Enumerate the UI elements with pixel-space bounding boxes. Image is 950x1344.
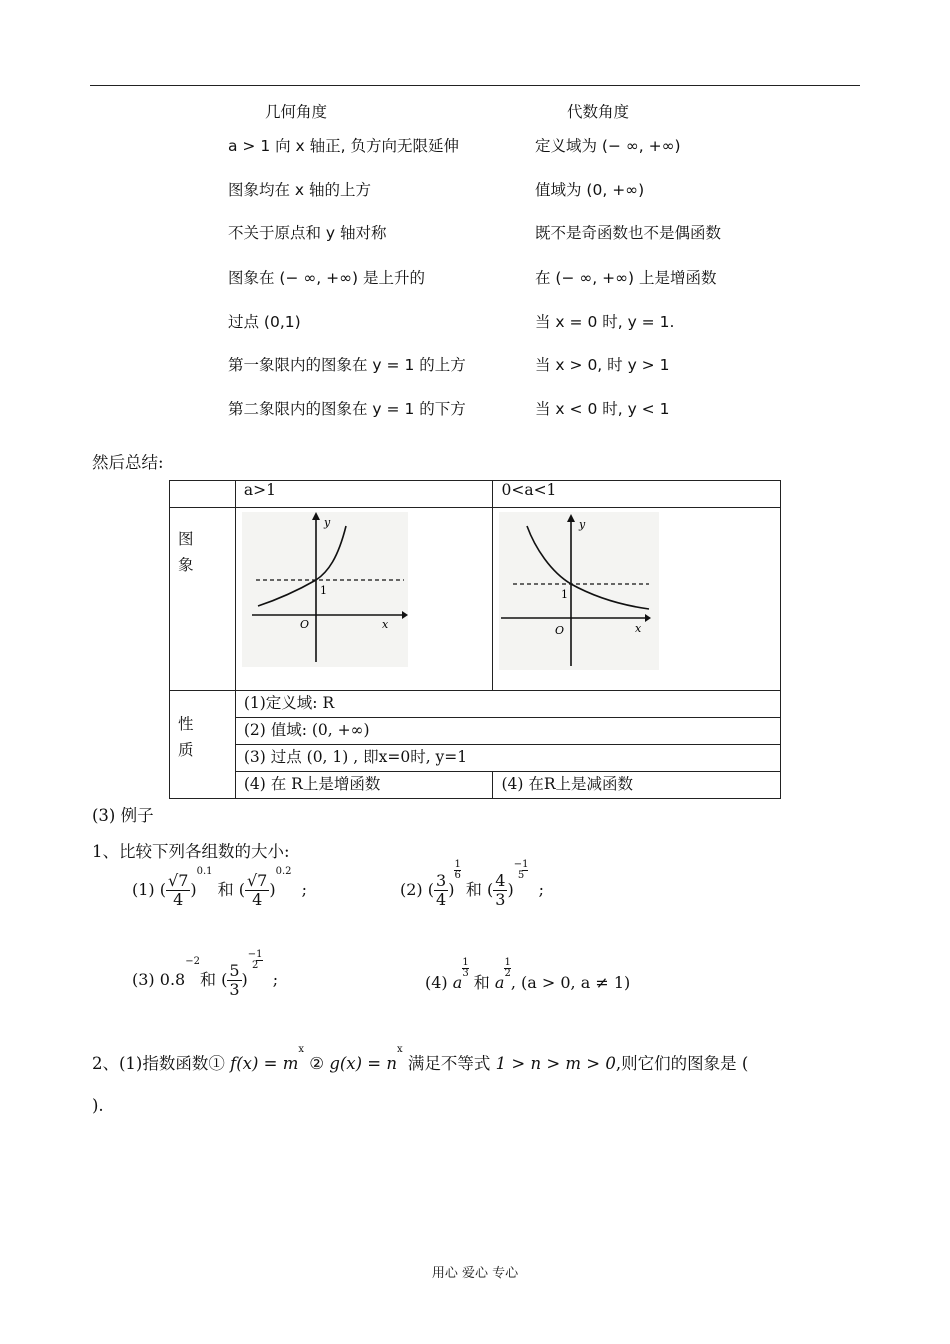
and-1: 和 bbox=[217, 880, 234, 899]
cmp-left-6: 第二象限内的图象在 y = 1 的下方 bbox=[228, 400, 466, 418]
frac-e: $\frac{5}{3}$ bbox=[229, 961, 240, 999]
exp-b: 0.2 bbox=[275, 866, 292, 877]
frac-a: $\frac{√7}{4}$ bbox=[168, 871, 189, 909]
graph-cell-increasing bbox=[235, 508, 493, 691]
q2-line-2: ). bbox=[92, 1096, 104, 1115]
row-label-graph bbox=[170, 508, 236, 691]
one-label: 1 bbox=[561, 588, 569, 601]
cmp-right-3: 在 (− ∞, +∞) 上是增函数 bbox=[535, 269, 717, 287]
origin-label: O bbox=[555, 624, 565, 637]
graph-cell-decreasing bbox=[493, 508, 781, 691]
x-label: x bbox=[381, 618, 389, 631]
exp-a: 0.1 bbox=[196, 866, 213, 877]
cmp-left-1: 图象均在 x 轴的上方 bbox=[228, 181, 372, 199]
cmp-right-0: 定义域为 (− ∞, +∞) bbox=[535, 137, 681, 155]
exp-c: $\frac{1}{6}$ bbox=[454, 859, 461, 881]
item-4-label: (4) bbox=[425, 973, 448, 992]
origin-label: O bbox=[299, 618, 309, 631]
page-footer: 用心 爱心 专心 bbox=[431, 1266, 519, 1281]
y-arrow-icon bbox=[312, 512, 320, 520]
exp-d: −1 5 bbox=[513, 859, 529, 881]
cmp-left-5: 第一象限内的图象在 y = 1 的上方 bbox=[228, 356, 466, 374]
graph-label: 图象 bbox=[178, 530, 194, 574]
cmp-left-4: 过点 (0,1) bbox=[228, 313, 301, 331]
exp-curve-decreasing bbox=[527, 526, 649, 609]
q1-item-1: (1) ( $\frac{√7}{4}$ )$^{0.1}$ 和 ( $\frac{√7}{4}$ )$^{0.2}$ ; bbox=[132, 866, 308, 909]
row-label-props bbox=[170, 691, 236, 799]
cmp-left-3: 图象在 (− ∞, +∞) 是上升的 bbox=[228, 269, 426, 287]
summary-table bbox=[169, 480, 781, 799]
cmp-right-5: 当 x > 0, 时 y > 1 bbox=[535, 356, 670, 374]
geometric-header: 几何角度 bbox=[265, 103, 328, 121]
prop-2: (2) 值域: (0, +∞) bbox=[235, 718, 780, 745]
item-3-label: (3) bbox=[132, 970, 155, 989]
q1-item-4: (4) a $\frac{1}{3}$ 和 a $\frac{1}{2}$ , (a > 0, a ≠ 1) bbox=[425, 957, 631, 992]
q1-heading: 1、比较下列各组数的大小: bbox=[92, 842, 290, 861]
cmp-right-1: 值域为 (0, +∞) bbox=[535, 181, 645, 199]
props-label: 性质 bbox=[178, 715, 194, 759]
item-2-label: (2) bbox=[400, 880, 423, 899]
cmp-left-2: 不关于原点和 y 轴对称 bbox=[228, 224, 387, 242]
exp-curve-increasing bbox=[258, 526, 346, 606]
q1-item-3: (3) $0.8^{-2}$和 ( $\frac{5}{3}$ )−1 2 ; bbox=[132, 949, 279, 999]
corner-cell bbox=[170, 481, 236, 508]
x-label: x bbox=[635, 622, 642, 635]
y-label: y bbox=[323, 516, 331, 529]
prop-3: (3) 过点 (0, 1) , 即x=0时, y=1 bbox=[235, 745, 780, 772]
increasing-exp-graph bbox=[242, 512, 408, 667]
comparison-block bbox=[0, 0, 950, 440]
x-arrow-icon bbox=[402, 611, 408, 619]
frac-c: $\frac{3}{4}$ bbox=[436, 871, 447, 909]
x-arrow-icon bbox=[645, 614, 651, 622]
cmp-right-4: 当 x = 0 时, y = 1. bbox=[535, 313, 675, 331]
prop-4-decreasing: (4) 在R上是减函数 bbox=[493, 772, 781, 799]
q2-line-1: 2、(1)指数函数① $f(x) = m^x$ ② $g(x) = n^x$ 满足不等式 1 > n > m > 0,则它们的图象是 ( bbox=[92, 1044, 749, 1073]
prop-1: (1)定义域: R bbox=[235, 691, 780, 718]
exp-e: −1 2 bbox=[247, 949, 263, 971]
decreasing-exp-graph bbox=[499, 512, 659, 670]
cmp-right-6: 当 x < 0 时, y < 1 bbox=[535, 400, 670, 418]
prop-4-increasing: (4) 在 R上是增函数 bbox=[235, 772, 493, 799]
q1-item-2: (2) ( $\frac{3}{4}$ ) $\frac{1}{6}$ 和 ( $\frac{4}{3}$ )−1 5 ; bbox=[400, 859, 545, 909]
y-label: y bbox=[579, 518, 586, 531]
one-label: 1 bbox=[319, 584, 327, 597]
col-header-a-lt-1: 0<a<1 bbox=[493, 481, 781, 508]
item-1-label: (1) bbox=[132, 880, 155, 899]
frac-b: $\frac{√7}{4}$ bbox=[246, 871, 268, 909]
frac-d: $\frac{4}{3}$ bbox=[495, 871, 506, 909]
algebraic-header: 代数角度 bbox=[567, 103, 630, 121]
cmp-right-2: 既不是奇函数也不是偶函数 bbox=[535, 224, 722, 242]
cmp-left-0: a > 1 向 x 轴正, 负方向无限延伸 bbox=[228, 137, 460, 155]
and-2: 和 bbox=[465, 880, 482, 899]
col-header-a-gt-1: a>1 bbox=[235, 481, 493, 508]
y-arrow-icon bbox=[567, 514, 575, 522]
summary-intro: 然后总结: bbox=[92, 453, 164, 472]
examples-heading: (3) 例子 bbox=[92, 806, 154, 825]
